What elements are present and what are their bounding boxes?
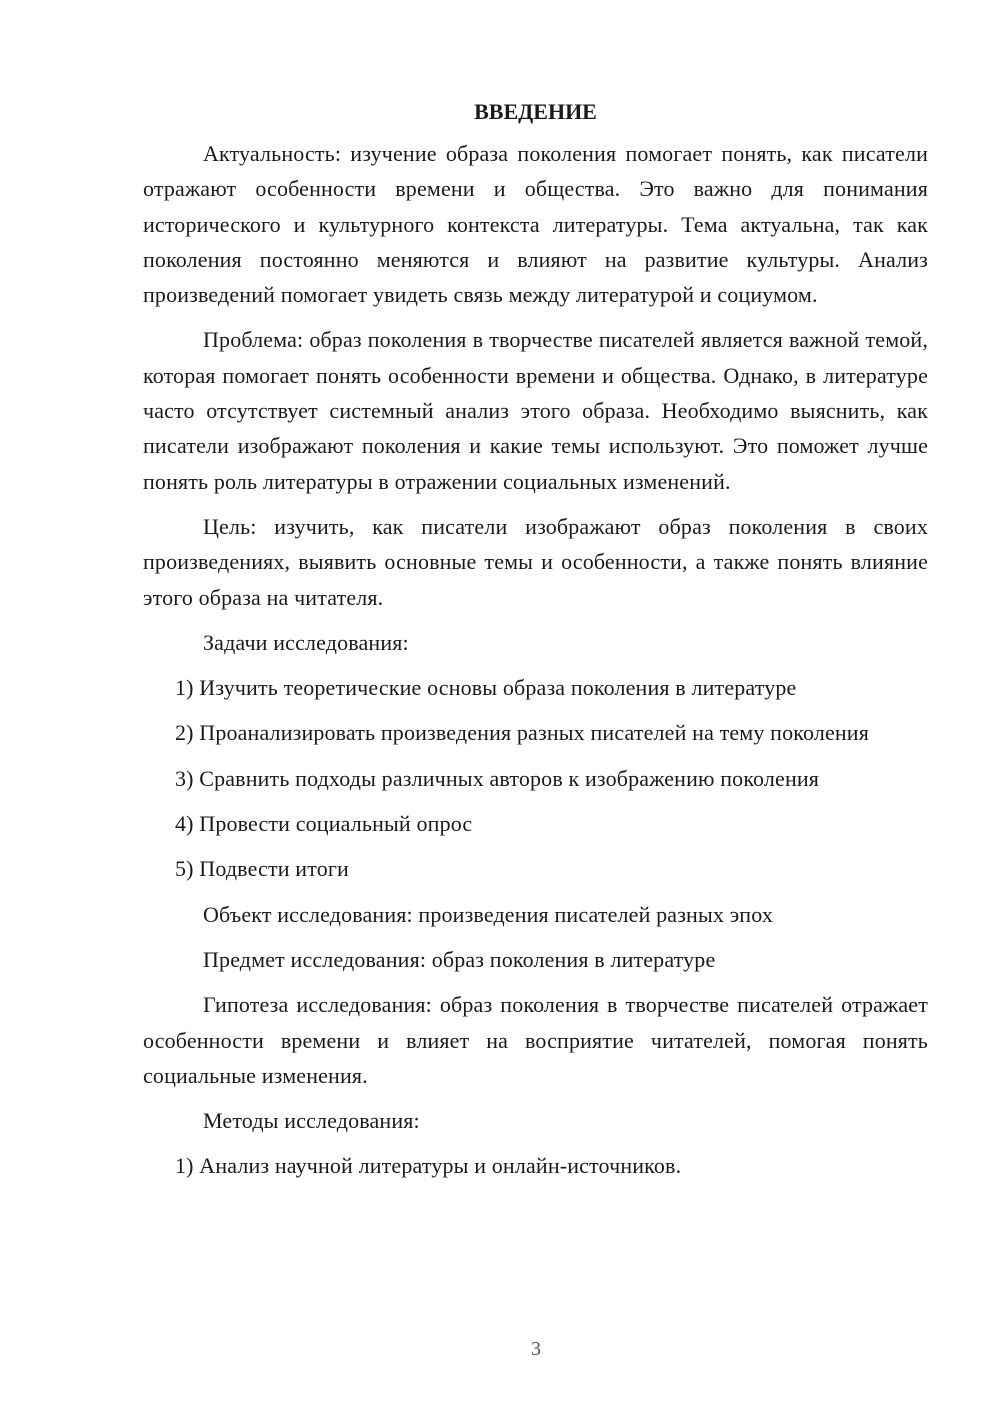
task-item: 2) Проанализировать произведения разных писателей на тему поколения (175, 720, 869, 746)
page-title: ВВЕДЕНИЕ (474, 99, 597, 124)
task-item: 5) Подвести итоги (175, 856, 349, 882)
object-paragraph: Объект исследования: произведения писателей разных эпох (203, 901, 773, 927)
methods-heading: Методы исследования: (203, 1108, 420, 1134)
task-item: 4) Провести социальный опрос (175, 811, 473, 837)
hypothesis-paragraph: Гипотеза исследования: образ поколения в творчестве писателей отражает особенности времени и влияет на восприятие читателей, помогая понять социальные изменения. (143, 992, 928, 1088)
subject-paragraph: Предмет исследования: образ поколения в литературе (203, 946, 716, 972)
problem-paragraph: Проблема: образ поколения в творчестве писателей является важной темой, которая помогает понять особенности времени и общества. Однако, в литературе часто отсутствует системный анализ этого образа. Необходимо выяснить, как писатели изображают поколения и какие темы используют. Это поможет лучше понять роль литературы в отражении социальных изменений. (143, 327, 928, 494)
document-page (143, 96, 928, 1194)
goal-paragraph: Цель: изучить, как писатели изображают образ поколения в своих произведениях, выявить основные темы и особенности, а также понять влияние этого образа на читателя. (143, 513, 928, 610)
method-item: 1) Анализ научной литературы и онлайн-источников. (175, 1153, 682, 1179)
tasks-heading: Задачи исследования: (203, 629, 409, 655)
relevance-paragraph: Актуальность: изучение образа поколения помогает понять, как писатели отражают особенности времени и общества. Это важно для понимания исторического и культурного контекста литературы. Тема актуальна, так как поколения постоянно меняются и влияют на развитие культуры. Анализ произведений помогает увидеть связь между литературой и социумом. (143, 141, 928, 308)
page-number: 3 (531, 1338, 541, 1360)
task-item: 1) Изучить теоретические основы образа поколения в литературе (175, 675, 797, 701)
task-item: 3) Сравнить подходы различных авторов к изображению поколения (175, 765, 820, 791)
